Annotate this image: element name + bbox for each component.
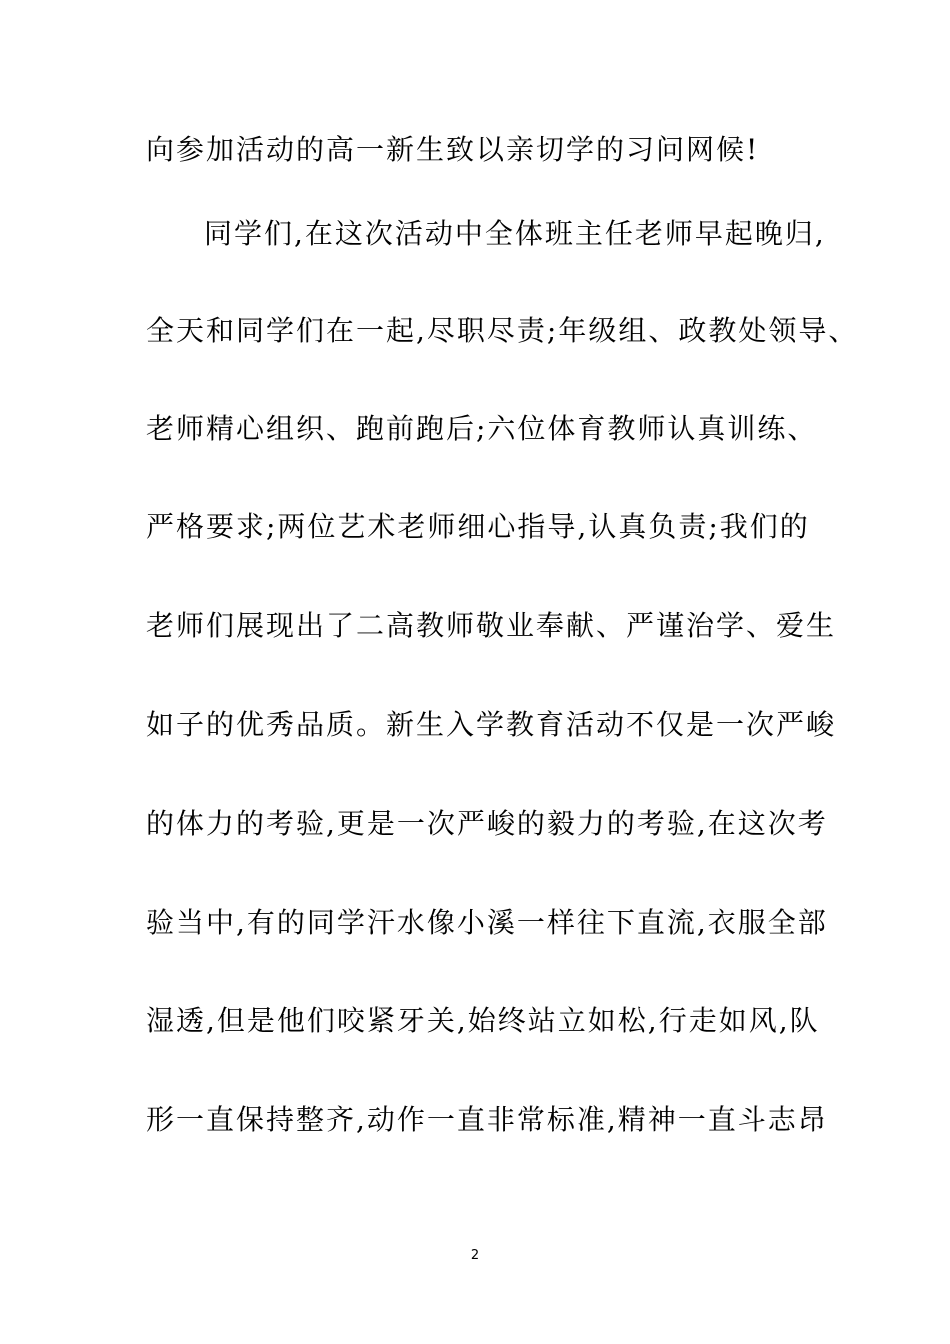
text-line: 如子的优秀品质。新生入学教育活动不仅是一次严峻 <box>146 708 837 741</box>
text-line: 的体力的考验,更是一次严峻的毅力的考验,在这次考 <box>146 807 828 840</box>
text-line: 湿透,但是他们咬紧牙关,始终站立如松,行走如风,队 <box>146 1004 820 1037</box>
text-line: 验当中,有的同学汗水像小溪一样往下直流,衣服全部 <box>146 906 828 939</box>
text-line: 老师们展现出了二高教师敬业奉献、严谨治学、爱生 <box>146 609 837 642</box>
text-line: 形一直保持整齐,动作一直非常标准,精神一直斗志昂 <box>146 1103 828 1136</box>
page-number: 2 <box>470 1248 480 1263</box>
text-line: 老师精心组织、跑前跑后;六位体育教师认真训练、 <box>146 412 818 445</box>
text-line: 同学们,在这次活动中全体班主任老师早起晚归, <box>204 217 826 250</box>
text-line: 向参加活动的高一新生致以亲切学的习问网候! <box>146 133 760 166</box>
text-line: 全天和同学们在一起,尽职尽责;年级组、政教处领导、 <box>146 314 859 347</box>
text-line: 严格要求;两位艺术老师细心指导,认真负责;我们的 <box>146 510 810 543</box>
